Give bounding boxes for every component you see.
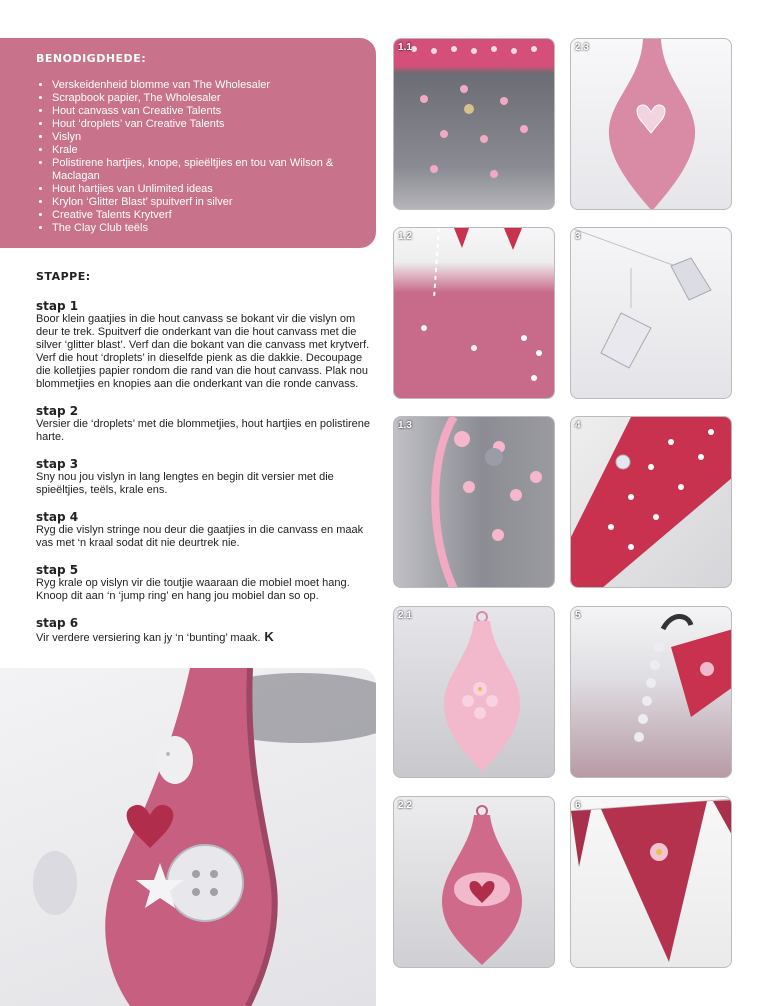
step-body: Boor klein gaatjies in die hout canvass se bokant vir die vislyn om deur te trek. Spuitverf die onderkant van die hout canvass met die silver ‘glitter blast’. Verf dan die bokant van die canvass met krytverf. Verf die hout ‘droplets’ in dieselfde pienk as die dakkie. Decoupage die kolletjies papier rondom die rand van die hout canvass. Plak nou blommetjies en knopies aan die onderkant van die ronde canvass.	[36, 313, 370, 390]
materials-item: • The Clay Club teëls	[52, 222, 360, 235]
materials-item: • Polistirene hartjies, knope, spieëltjies en tou van Wilson & Maclagan	[52, 157, 360, 183]
photo-1-3	[393, 416, 555, 588]
materials-item: • Scrapbook papier, The Wholesaler	[52, 92, 360, 105]
materials-item: • Creative Talents Krytverf	[52, 209, 360, 222]
photo-2-2	[393, 796, 555, 968]
bunting-illustration	[571, 797, 732, 968]
canvas-top-illustration	[394, 228, 555, 399]
photo-label: 2.3	[575, 42, 589, 53]
droplet-heart-illustration	[571, 39, 732, 210]
droplet-ornament-illustration	[0, 668, 376, 1006]
bead-hanger-illustration	[571, 607, 732, 778]
photo-label: 3	[575, 231, 581, 242]
materials-item: • Verskeidenheid blomme van The Wholesaler	[52, 79, 360, 92]
photo-2-3	[570, 38, 732, 210]
step-4	[36, 510, 376, 550]
step-title: stap 4	[36, 510, 79, 524]
step-body: Ryg krale op vislyn vir die toutjie waaraan die mobiel moet hang. Knoop dit aan ‘n ‘jump ring’ en hang jou mobiel dan so op.	[36, 577, 350, 602]
polka-dot-rim-illustration	[571, 417, 732, 588]
materials-item: • Hout hartjies van Unlimited ideas	[52, 183, 360, 196]
signoff-mark: K	[264, 629, 274, 644]
step-5	[36, 563, 376, 603]
photo-label: 2.2	[398, 800, 412, 811]
photo-label: 4	[575, 420, 581, 431]
step-body-text: Vir verdere versiering kan jy ‘n ‘bunting’ maak.	[36, 632, 261, 644]
step-3	[36, 457, 376, 497]
step-title: stap 1	[36, 299, 79, 313]
step-6	[36, 616, 376, 645]
materials-item: • Hout canvass van Creative Talents	[52, 105, 360, 118]
photo-label: 5	[575, 610, 581, 621]
materials-panel	[0, 38, 376, 248]
step-title: stap 2	[36, 404, 79, 418]
materials-item: • Krale	[52, 144, 360, 157]
step-title: stap 6	[36, 616, 79, 630]
step-title: stap 5	[36, 563, 79, 577]
step-body: Sny nou jou vislyn in lang lengtes en begin dit versier met die spieëltjies, teëls, krale ens.	[36, 471, 334, 496]
photo-label: 1.1	[398, 42, 412, 53]
photo-label: 6	[575, 800, 581, 811]
photo-1-1	[393, 38, 555, 210]
droplet-heart-illustration	[394, 797, 555, 968]
photo-3	[570, 227, 732, 399]
step-1	[36, 299, 376, 391]
canvas-underside-illustration	[394, 39, 555, 210]
main-photo	[0, 668, 376, 1006]
photo-5	[570, 606, 732, 778]
step-body: Ryg die vislyn stringe nou deur die gaatjies in die canvass en maak vas met ‘n kraal sodat dit nie deurtrek nie.	[36, 524, 364, 549]
photo-2-1	[393, 606, 555, 778]
step-body	[36, 630, 376, 645]
flower-rim-illustration	[394, 417, 555, 588]
photo-label: 1.2	[398, 231, 412, 242]
step-body: Versier die ‘droplets’ met die blommetjies, hout hartjies en polistirene harte.	[36, 418, 371, 443]
photo-6	[570, 796, 732, 968]
materials-item: • Krylon ‘Glitter Blast’ spuitverf in silver	[52, 196, 360, 209]
photo-1-2	[393, 227, 555, 399]
materials-list	[36, 79, 360, 235]
photo-label: 2.1	[398, 610, 412, 621]
steps-section	[36, 270, 376, 658]
step-2	[36, 404, 376, 444]
droplet-flowers-illustration	[394, 607, 555, 778]
materials-item: • Hout ‘droplets’ van Creative Talents	[52, 118, 360, 131]
crystal-string-illustration	[571, 228, 732, 399]
photo-label: 1.3	[398, 420, 412, 431]
step-title: stap 3	[36, 457, 79, 471]
materials-item: • Vislyn	[52, 131, 360, 144]
steps-heading: STAPPE:	[36, 270, 91, 283]
materials-heading: BENODIGDHEDE:	[36, 52, 147, 65]
photo-4	[570, 416, 732, 588]
